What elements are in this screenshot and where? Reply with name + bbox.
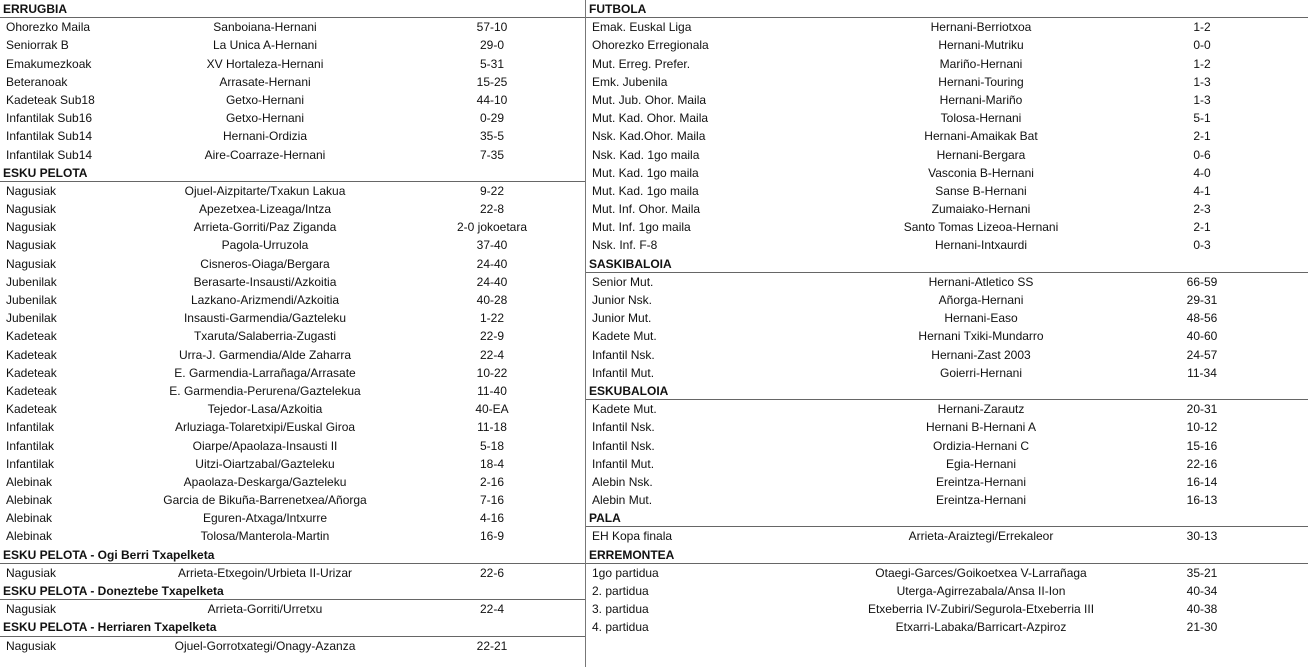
score-cell: 22-4 <box>479 347 505 362</box>
result-row <box>0 309 585 327</box>
match-cell: Zumaiako-Hernani <box>931 202 1031 217</box>
score-cell: 66-59 <box>1186 274 1218 289</box>
category-cell: Infantil Nsk. <box>592 420 655 435</box>
category-cell: Infantilak <box>6 420 55 435</box>
match-cell: Hernani-Touring <box>938 74 1024 89</box>
match-cell: Arrieta-Gorriti/Urretxu <box>207 602 323 617</box>
result-row <box>0 273 585 291</box>
match-cell: Tolosa-Hernani <box>940 111 1022 126</box>
match-cell: Garcia de Bikuña-Barrenetxea/Añorga <box>163 493 367 508</box>
score-cell: 1-22 <box>479 311 505 326</box>
score-cell: 2-3 <box>1193 202 1211 217</box>
match-cell: Hernani-Intxaurdi <box>934 238 1028 253</box>
category-cell: Nagusiak <box>6 602 57 617</box>
score-cell: 22-16 <box>1186 456 1218 471</box>
result-row <box>586 364 1308 382</box>
match-cell: Arrieta-Etxegoin/Urbieta II-Urizar <box>177 565 353 580</box>
score-cell: 37-40 <box>476 238 508 253</box>
result-row <box>586 418 1308 436</box>
match-cell: Getxo-Hernani <box>225 111 305 126</box>
match-cell: Tejedor-Lasa/Azkoitia <box>207 402 323 417</box>
result-row <box>0 509 585 527</box>
match-cell: XV Hortaleza-Hernani <box>206 56 324 71</box>
category-cell: EH Kopa finala <box>592 529 673 544</box>
category-cell: Jubenilak <box>6 311 57 326</box>
score-cell: 22-21 <box>476 638 508 653</box>
category-cell: Kadeteak <box>6 347 57 362</box>
match-cell: Otaegi-Garces/Goikoetxea V-Larrañaga <box>875 565 1087 580</box>
match-cell: E. Garmendia-Perurena/Gaztelekua <box>169 383 361 398</box>
result-row <box>0 473 585 491</box>
score-cell: 22-9 <box>479 329 505 344</box>
section-header-saskibaloia: SASKIBALOIA <box>586 255 1308 273</box>
score-cell: 30-13 <box>1186 529 1218 544</box>
match-cell: Hernani-Berriotxoa <box>930 20 1032 35</box>
result-row <box>586 18 1308 36</box>
score-cell: 10-22 <box>476 365 508 380</box>
score-cell: 1-3 <box>1193 92 1211 107</box>
result-row <box>0 146 585 164</box>
match-cell: Hernani-Bergara <box>936 147 1026 162</box>
result-row <box>0 182 585 200</box>
score-cell: 35-21 <box>1186 565 1218 580</box>
result-row <box>0 437 585 455</box>
score-cell: 21-30 <box>1186 620 1218 635</box>
result-row <box>0 255 585 273</box>
match-cell: Tolosa/Manterola-Martin <box>200 529 330 544</box>
match-cell: Egia-Hernani <box>945 456 1017 471</box>
result-row <box>586 109 1308 127</box>
section-header-eskubaloia: ESKUBALOIA <box>586 382 1308 400</box>
category-cell: Infantilak <box>6 438 55 453</box>
result-row <box>0 600 585 618</box>
result-row <box>586 200 1308 218</box>
score-cell: 20-31 <box>1186 402 1218 417</box>
match-cell: Hernani-Mariño <box>939 92 1023 107</box>
category-cell: Mut. Erreg. Prefer. <box>592 56 691 71</box>
score-cell: 16-14 <box>1186 474 1218 489</box>
score-cell: 24-40 <box>476 274 508 289</box>
category-cell: Infantilak Sub14 <box>6 147 93 162</box>
category-cell: Alebin Mut. <box>592 493 653 508</box>
match-cell: Arluziaga-Tolaretxipi/Euskal Giroa <box>174 420 356 435</box>
match-cell: Cisneros-Oiaga/Bergara <box>200 256 330 271</box>
category-cell: Kadeteak <box>6 383 57 398</box>
category-cell: Emk. Jubenila <box>592 74 668 89</box>
score-cell: 24-40 <box>476 256 508 271</box>
score-cell: 5-1 <box>1193 111 1211 126</box>
match-cell: Goierri-Hernani <box>939 365 1023 380</box>
score-cell: 29-0 <box>479 38 505 53</box>
score-cell: 5-18 <box>479 438 505 453</box>
category-cell: 2. partidua <box>592 584 649 598</box>
match-cell: Apaolaza-Deskarga/Gazteleku <box>183 474 347 489</box>
score-cell: 2-16 <box>479 474 505 489</box>
result-row <box>0 527 585 545</box>
score-cell: 11-18 <box>477 420 507 435</box>
score-cell: 2-1 <box>1193 220 1211 235</box>
category-cell: Senior Mut. <box>592 274 654 289</box>
result-row <box>0 109 585 127</box>
score-cell: 2-1 <box>1193 129 1211 144</box>
match-cell: Insausti-Garmendia/Gazteleku <box>183 311 347 326</box>
match-cell: Arrieta-Gorriti/Paz Ziganda <box>193 220 337 235</box>
match-cell: E. Garmendia-Larrañaga/Arrasate <box>174 365 356 380</box>
match-cell: Hernani-Atletico SS <box>928 274 1034 289</box>
result-row <box>586 218 1308 236</box>
category-cell: Alebinak <box>6 493 53 508</box>
category-cell: Mut. Kad. 1go maila <box>592 183 699 198</box>
result-row <box>586 91 1308 109</box>
category-cell: Mut. Kad. Ohor. Maila <box>592 111 709 126</box>
category-cell: Infantil Mut. <box>592 365 655 380</box>
category-cell: Nagusiak <box>6 202 57 217</box>
match-cell: Ereintza-Hernani <box>935 474 1027 489</box>
score-cell: 0-29 <box>479 111 505 126</box>
result-row <box>586 309 1308 327</box>
category-cell: Junior Mut. <box>592 311 652 326</box>
category-cell: Infantilak <box>6 456 55 471</box>
result-row <box>586 618 1308 636</box>
match-cell: Pagola-Urruzola <box>221 238 309 253</box>
score-cell: 2-0 jokoetara <box>456 220 528 235</box>
match-cell: Mariño-Hernani <box>939 56 1023 71</box>
category-cell: Kadeteak <box>6 329 57 344</box>
result-row <box>0 637 585 655</box>
match-cell: Hernani-Ordizia <box>222 129 308 144</box>
score-cell: 7-35 <box>479 147 505 162</box>
match-cell: Ojuel-Aizpitarte/Txakun Lakua <box>184 183 346 198</box>
category-cell: Nsk. Kad. 1go maila <box>592 147 700 162</box>
result-row <box>586 491 1308 509</box>
match-cell: La Unica A-Hernani <box>212 38 318 53</box>
category-cell: Infantilak Sub14 <box>6 129 93 144</box>
match-cell: Berasarte-Insausti/Azkoitia <box>193 274 337 289</box>
section-header-futbola: FUTBOLA <box>586 0 1308 18</box>
match-cell: Eguren-Atxaga/Intxurre <box>202 511 328 526</box>
category-cell: Jubenilak <box>6 293 57 307</box>
match-cell: Hernani-Zast 2003 <box>931 347 1031 362</box>
result-row <box>0 491 585 509</box>
match-cell: Sanboiana-Hernani <box>213 20 317 35</box>
category-cell: Mut. Inf. Ohor. Maila <box>592 202 701 217</box>
result-row <box>0 200 585 218</box>
category-cell: Ohorezko Erregionala <box>592 38 709 53</box>
match-cell: Añorga-Hernani <box>938 293 1024 307</box>
result-row <box>586 236 1308 254</box>
match-cell: Sanse B-Hernani <box>935 183 1027 198</box>
score-cell: 40-EA <box>475 402 509 417</box>
score-cell: 0-3 <box>1193 238 1211 253</box>
result-row <box>0 418 585 436</box>
result-row <box>0 218 585 236</box>
match-cell: Lazkano-Arizmendi/Azkoitia <box>190 293 340 307</box>
category-cell: Nagusiak <box>6 238 57 253</box>
category-cell: Infantil Nsk. <box>592 438 655 453</box>
score-cell: 15-16 <box>1186 438 1218 453</box>
section-header-esku-pelota-herriaren-txapelketa: ESKU PELOTA - Herriaren Txapelketa <box>0 618 585 636</box>
result-row <box>586 146 1308 164</box>
match-cell: Hernani-Zarautz <box>937 402 1025 417</box>
result-row <box>586 273 1308 291</box>
category-cell: Alebinak <box>6 511 53 526</box>
result-row <box>586 400 1308 418</box>
result-row <box>0 73 585 91</box>
category-cell: Emak. Euskal Liga <box>592 20 692 35</box>
result-row <box>0 291 585 309</box>
result-row <box>586 564 1308 582</box>
score-cell: 35-5 <box>479 129 505 144</box>
left-results-column <box>0 0 585 655</box>
result-row <box>0 327 585 345</box>
category-cell: Nagusiak <box>6 183 57 198</box>
category-cell: Mut. Jub. Ohor. Maila <box>592 92 707 107</box>
score-cell: 1-2 <box>1193 20 1211 35</box>
score-cell: 11-34 <box>1187 365 1217 380</box>
result-row <box>0 346 585 364</box>
score-cell: 44-10 <box>476 92 508 107</box>
match-cell: Urra-J. Garmendia/Alde Zaharra <box>178 347 352 362</box>
category-cell: Kadete Mut. <box>592 402 657 417</box>
category-cell: Seniorrak B <box>6 38 69 53</box>
match-cell: Arrasate-Hernani <box>219 74 311 89</box>
match-cell: Etxeberria IV-Zubiri/Segurola-Etxeberria III <box>867 602 1095 617</box>
score-cell: 22-6 <box>479 565 505 580</box>
score-cell: 1-3 <box>1193 74 1211 89</box>
result-row <box>0 91 585 109</box>
category-cell: Nsk. Inf. F-8 <box>592 238 658 253</box>
score-cell: 22-4 <box>479 602 505 617</box>
result-row <box>0 564 585 582</box>
score-cell: 0-6 <box>1193 147 1211 162</box>
category-cell: Nagusiak <box>6 220 57 235</box>
score-cell: 7-16 <box>479 493 505 508</box>
result-row <box>586 527 1308 545</box>
result-row <box>586 36 1308 54</box>
result-row <box>586 346 1308 364</box>
score-cell: 16-13 <box>1186 493 1218 508</box>
result-row <box>0 127 585 145</box>
result-row <box>586 291 1308 309</box>
score-cell: 1-2 <box>1193 56 1211 71</box>
match-cell: Txaruta/Salaberria-Zugasti <box>193 329 337 344</box>
section-header-esku-pelota: ESKU PELOTA <box>0 164 585 182</box>
match-cell: Hernani-Amaikak Bat <box>924 129 1038 144</box>
result-row <box>586 582 1308 600</box>
category-cell: Mut. Kad. 1go maila <box>592 165 699 180</box>
result-row <box>0 18 585 36</box>
category-cell: Kadeteak Sub18 <box>6 92 95 107</box>
category-cell: Nagusiak <box>6 256 57 271</box>
score-cell: 48-56 <box>1186 311 1218 326</box>
result-row <box>586 73 1308 91</box>
score-cell: 10-12 <box>1186 420 1218 435</box>
score-cell: 16-9 <box>479 529 505 544</box>
match-cell: Hernani-Mutriku <box>938 38 1024 53</box>
score-cell: 11-40 <box>477 383 507 398</box>
result-row <box>586 327 1308 345</box>
category-cell: Kadeteak <box>6 365 57 380</box>
result-row <box>586 55 1308 73</box>
right-results-column <box>585 0 1308 667</box>
category-cell: Kadeteak <box>6 402 57 417</box>
category-cell: 4. partidua <box>592 620 649 635</box>
result-row <box>0 364 585 382</box>
category-cell: Beteranoak <box>6 74 68 89</box>
result-row <box>586 437 1308 455</box>
section-header-errugbia: ERRUGBIA <box>0 0 585 18</box>
result-row <box>586 164 1308 182</box>
category-cell: Junior Nsk. <box>592 293 653 307</box>
category-cell: Nagusiak <box>6 638 57 653</box>
score-cell: 40-60 <box>1186 329 1218 344</box>
result-row <box>586 455 1308 473</box>
score-cell: 4-0 <box>1193 165 1211 180</box>
match-cell: Apezetxea-Lizeaga/Intza <box>198 202 332 217</box>
match-cell: Hernani B-Hernani A <box>925 420 1037 435</box>
category-cell: Emakumezkoak <box>6 56 92 71</box>
match-cell: Hernani-Easo <box>944 311 1018 326</box>
result-row <box>0 382 585 400</box>
category-cell: Nagusiak <box>6 565 57 580</box>
result-row <box>0 455 585 473</box>
result-row <box>0 400 585 418</box>
section-header-esku-pelota-ogi-berri-txapelketa: ESKU PELOTA - Ogi Berri Txapelketa <box>0 546 585 564</box>
score-cell: 40-28 <box>476 293 508 307</box>
result-row <box>586 182 1308 200</box>
score-cell: 57-10 <box>476 20 508 35</box>
category-cell: Jubenilak <box>6 274 57 289</box>
category-cell: Mut. Inf. 1go maila <box>592 220 691 235</box>
match-cell: Aire-Coarraze-Hernani <box>204 147 326 162</box>
category-cell: Kadete Mut. <box>592 329 657 344</box>
score-cell: 4-16 <box>479 511 505 526</box>
match-cell: Uterga-Agirrezabala/Ansa II-Ion <box>896 584 1066 598</box>
score-cell: 9-22 <box>479 183 505 198</box>
score-cell: 40-38 <box>1186 602 1218 617</box>
result-row <box>0 55 585 73</box>
category-cell: Ohorezko Maila <box>6 20 91 35</box>
result-row <box>0 236 585 254</box>
section-header-esku-pelota-doneztebe-txapelketa: ESKU PELOTA - Doneztebe Txapelketa <box>0 582 585 600</box>
score-cell: 5-31 <box>479 56 505 71</box>
match-cell: Oiarpe/Apaolaza-Insausti II <box>192 438 338 453</box>
score-cell: 4-1 <box>1193 183 1211 198</box>
score-cell: 29-31 <box>1186 293 1218 307</box>
category-cell: 1go partidua <box>592 565 659 580</box>
result-row <box>586 473 1308 491</box>
result-row <box>586 600 1308 618</box>
category-cell: Infantil Nsk. <box>592 347 655 362</box>
match-cell: Ereintza-Hernani <box>935 493 1027 508</box>
score-cell: 18-4 <box>479 456 505 471</box>
match-cell: Vasconia B-Hernani <box>928 165 1034 180</box>
category-cell: Alebinak <box>6 474 53 489</box>
match-cell: Arrieta-Araiztegi/Errekaleor <box>908 529 1054 544</box>
category-cell: Infantilak Sub16 <box>6 111 93 126</box>
score-cell: 15-25 <box>476 74 508 89</box>
score-cell: 0-0 <box>1193 38 1211 53</box>
match-cell: Santo Tomas Lizeoa-Hernani <box>903 220 1059 235</box>
section-header-erremontea: ERREMONTEA <box>586 546 1308 564</box>
match-cell: Getxo-Hernani <box>225 92 305 107</box>
score-cell: 24-57 <box>1186 347 1218 362</box>
category-cell: Nsk. Kad.Ohor. Maila <box>592 129 706 144</box>
category-cell: Alebin Nsk. <box>592 474 653 489</box>
match-cell: Hernani Txiki-Mundarro <box>918 329 1044 344</box>
result-row <box>586 127 1308 145</box>
match-cell: Ojuel-Gorrotxategi/Onagy-Azanza <box>174 638 356 653</box>
section-header-pala: PALA <box>586 509 1308 527</box>
category-cell: Alebinak <box>6 529 53 544</box>
category-cell: 3. partidua <box>592 602 649 617</box>
score-cell: 22-8 <box>479 202 505 217</box>
match-cell: Ordizia-Hernani C <box>932 438 1030 453</box>
category-cell: Infantil Mut. <box>592 456 655 471</box>
score-cell: 40-34 <box>1186 584 1218 598</box>
match-cell: Uitzi-Oiartzabal/Gazteleku <box>195 456 335 471</box>
match-cell: Etxarri-Labaka/Barricart-Azpiroz <box>895 620 1067 635</box>
result-row <box>0 36 585 54</box>
